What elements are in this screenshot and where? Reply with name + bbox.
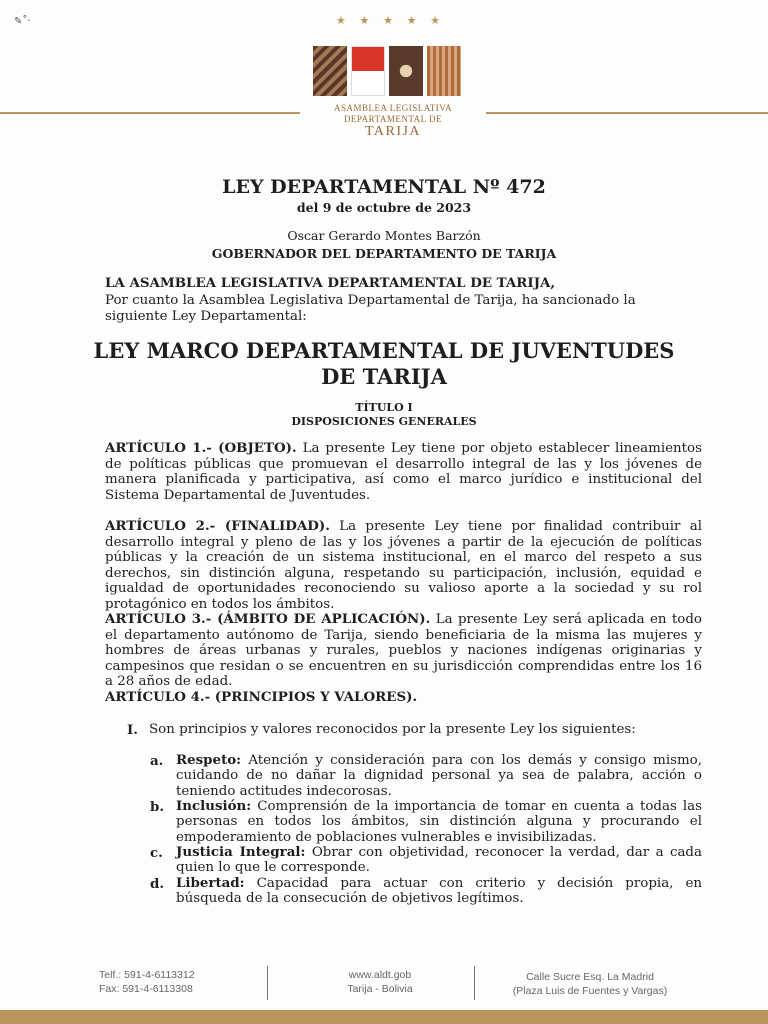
list-item-term: Respeto: — [176, 752, 242, 768]
logo-tile-textile — [313, 46, 347, 96]
footer-divider — [474, 966, 475, 1000]
main-title-line1: LEY MARCO DEPARTAMENTAL DE JUVENTUDES — [93, 338, 675, 363]
footer-divider — [267, 966, 268, 1000]
signer-title: GOBERNADOR DEL DEPARTAMENTO DE TARIJA — [211, 246, 557, 261]
footer-fax: Fax: 591-4-6113308 — [99, 983, 193, 995]
preamble-text: Por cuanto la Asamblea Legislativa Departamental de Tarija, ha sancionado la siguiente Ley Departamental: — [105, 293, 636, 324]
preamble-heading: LA ASAMBLEA LEGISLATIVA DEPARTAMENTAL DE TARIJA, — [105, 275, 556, 291]
institution-name-line3: TARIJA — [364, 124, 422, 139]
logo-stars — [336, 14, 440, 27]
list-item-text: Obrar con objetividad, reconocer la verdad, dar a cada quien lo que le corresponde. — [176, 845, 702, 876]
article-label: ARTÍCULO 3.- (ÁMBITO DE APLICACIÓN). — [105, 611, 431, 627]
list-item-letter: a. — [150, 753, 164, 769]
footer-address-line2: (Plaza Luis de Fuentes y Vargas) — [512, 985, 668, 997]
law-title: LEY DEPARTAMENTAL Nº 472 — [222, 176, 546, 198]
institution-logo — [313, 46, 461, 96]
star-icon: ★ — [430, 14, 440, 27]
list-item-letter: c. — [150, 845, 163, 861]
logo-tile-pattern — [389, 46, 423, 96]
list-item-term: Libertad: — [176, 875, 245, 891]
logo-tile-flag — [351, 46, 385, 96]
article-label: ARTÍCULO 2.- (FINALIDAD). — [105, 518, 330, 534]
article-label: ARTÍCULO 4.- (PRINCIPIOS Y VALORES). — [105, 689, 418, 705]
star-icon: ★ — [406, 14, 417, 27]
list-item — [176, 799, 702, 845]
list-item-text: Comprensión de la importancia de tomar en cuenta a todas las personas en todos los ámbitos, sin distinción alguna y procurando el empoderamiento de poblaciones vulnerables e invisibilizadas. — [176, 799, 702, 845]
article-text: La presente Ley será aplicada en todo el departamento autónomo de Tarija, siendo beneficiaria de la misma las mujeres y hombres de áreas urbanas y rurales, pueblos y naciones indígenas originarias y campesinos que residan o se encuentren en su jurisdicción comprendidas entre los 16 a 28 años de edad. — [105, 612, 702, 690]
list-item-term: Inclusión: — [176, 798, 252, 814]
footer-phone: Telf.: 591-4-6113312 — [99, 969, 195, 981]
principles-numeral: I. — [127, 722, 138, 738]
header-rule-right — [486, 112, 768, 114]
list-item-text: Capacidad para actuar con criterio y decisión propia, en búsqueda de la consecución de objetivos legítimos. — [176, 876, 702, 907]
institution-name-line1: ASAMBLEA LEGISLATIVA — [333, 103, 453, 113]
list-item — [176, 845, 702, 876]
article-text: La presente Ley tiene por objeto establecer lineamientos de políticas públicas que promuevan el desarrollo integral de las y los jóvenes de manera planificada y participativa, así como el marco jurídico e institucional del Sistema Departamental de Juventudes. — [105, 441, 702, 503]
section-title: TÍTULO I — [355, 401, 413, 414]
list-item-letter: b. — [150, 799, 165, 815]
star-icon: ★ — [336, 14, 346, 27]
article-text: La presente Ley tiene por finalidad contribuir al desarrollo integral y pleno de las y los jóvenes a partir de la ejecución de políticas públicas y la creación de un sistema institucional, en el marco del respeto a sus derechos, sin distinción alguna, respetando su participación, inclusión, equidad e igualdad de oportunidades reconociendo su valioso aporte a la sociedad y su rol protagónico en todos los ámbitos. — [105, 519, 703, 612]
list-item-letter: d. — [150, 876, 165, 892]
law-date: del 9 de octubre de 2023 — [296, 200, 472, 215]
list-item-term: Justicia Integral: — [176, 844, 306, 860]
star-icon: ★ — [359, 14, 370, 27]
list-item-text: Atención y consideración para con los demás y consigo mismo, cuidando de no dañar la dignidad personal ya sea de palabra, acción o teniendo actitudes indecorosas. — [176, 753, 702, 799]
footer-address-line1: Calle Sucre Esq. La Madrid — [526, 971, 654, 983]
header-rule-left — [0, 112, 300, 114]
signer-name: Oscar Gerardo Montes Barzón — [287, 228, 481, 243]
article-1 — [105, 441, 702, 503]
list-item — [176, 753, 702, 799]
main-title-line2: DE TARIJA — [321, 364, 447, 389]
article-2 — [105, 519, 702, 613]
institution-name-line2: DEPARTAMENTAL DE — [343, 114, 443, 124]
section-subtitle: DISPOSICIONES GENERALES — [291, 415, 477, 428]
article-label: ARTÍCULO 1.- (OBJETO). — [105, 440, 297, 456]
handwritten-mark: ✎˚· — [14, 16, 31, 27]
footer-accent-bar — [0, 1010, 768, 1024]
principles-intro: Son principios y valores reconocidos por la presente Ley los siguientes: — [149, 722, 636, 737]
article-3 — [105, 612, 702, 690]
article-4 — [105, 690, 702, 706]
footer-website: www.aldt.gob — [348, 969, 412, 981]
list-item — [176, 876, 702, 907]
footer-city: Tarija - Bolivia — [347, 983, 413, 995]
logo-tile-wood — [427, 46, 461, 96]
star-icon: ★ — [383, 14, 393, 27]
